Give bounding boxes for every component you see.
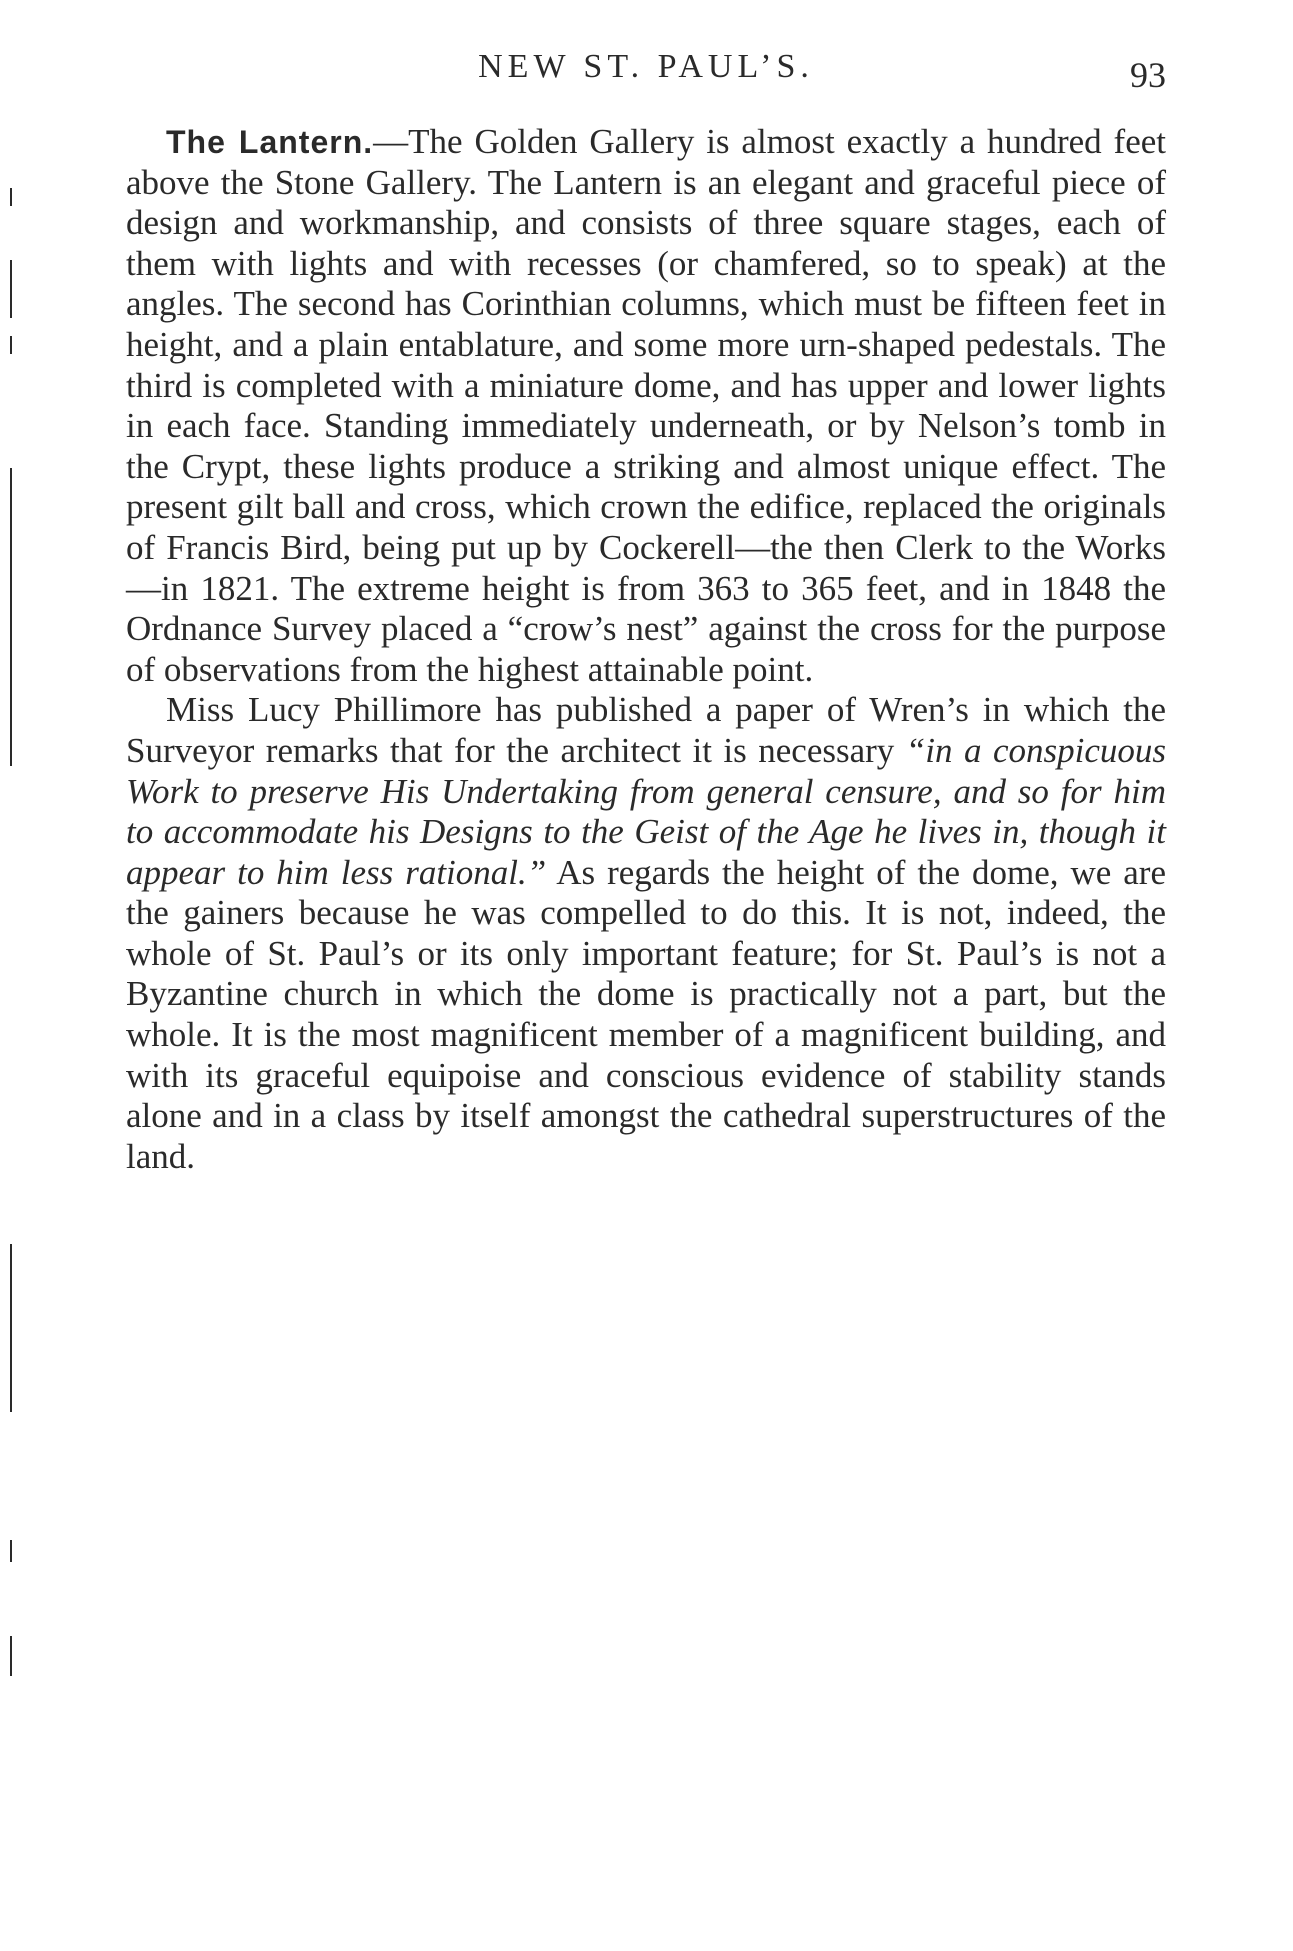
page-number: 93	[1130, 55, 1166, 95]
scan-edge-mark	[10, 260, 12, 318]
scan-edge-mark	[10, 188, 12, 206]
scan-edge-mark	[10, 1636, 12, 1676]
scan-edge-mark	[10, 1540, 12, 1562]
paragraph-wren-rest: As regards the height of the dome, we are the gainers because he was compelled to do this. It is not, indeed, the whole of St. Paul’s or its only important feature; for St. Paul’s is not a Byzantine church in which the dome is practically not a part, but the whole. It is the most magnificent member of a magnificent building, and with its graceful equipoise and conscious evidence of stability stands alone and in a class by itself amongst the cathedral superstructures of the land.	[126, 852, 1166, 1176]
section-heading: The Lantern.	[166, 124, 374, 160]
body-text	[126, 122, 1166, 1177]
scan-edge-mark	[10, 336, 12, 354]
scan-edge-mark	[10, 1244, 12, 1412]
paragraph-wren-intro: Miss Lucy Phillimore has published a paper of Wren’s in which the Surveyor remarks that for the architect it is necessary	[126, 690, 1166, 770]
paragraph-wren	[126, 690, 1166, 1177]
running-head	[126, 44, 1166, 94]
paragraph-lantern	[126, 122, 1166, 690]
scan-edge-mark	[10, 468, 12, 766]
paragraph-lantern-body: —The Golden Gallery is almost exactly a hundred feet above the Stone Gallery. The Lantern is an elegant and graceful piece of design and workmanship, and consists of three square stages, each of them with lights and with recesses (or chamfered, so to speak) at the angles. The second has Corinthian columns, which must be fifteen feet in height, and a plain entablature, and some more urn-shaped pedestals. The third is completed with a miniature dome, and has upper and lower lights in each face. Standing immediately underneath, or by Nelson’s tomb in the Crypt, these lights produce a striking and almost unique effect. The present gilt ball and cross, which crown the edifice, replaced the originals of Francis Bird, being put up by Cockerell—the then Clerk to the Works —in 1821. The extreme height is from 363 to 365 feet, and in 1848 the Ordnance Survey placed a “crow’s nest” against the cross for the purpose of observations from the highest attainable point.	[126, 122, 1167, 689]
running-title: NEW ST. PAUL’S.	[478, 48, 814, 85]
wren-quotation: “in a conspicuous Work to preserve His Undertaking from general censure, and so for him to accommodate his Designs to the Geist of the Age he lives in, though it appear to him less rational.”	[126, 730, 1166, 892]
